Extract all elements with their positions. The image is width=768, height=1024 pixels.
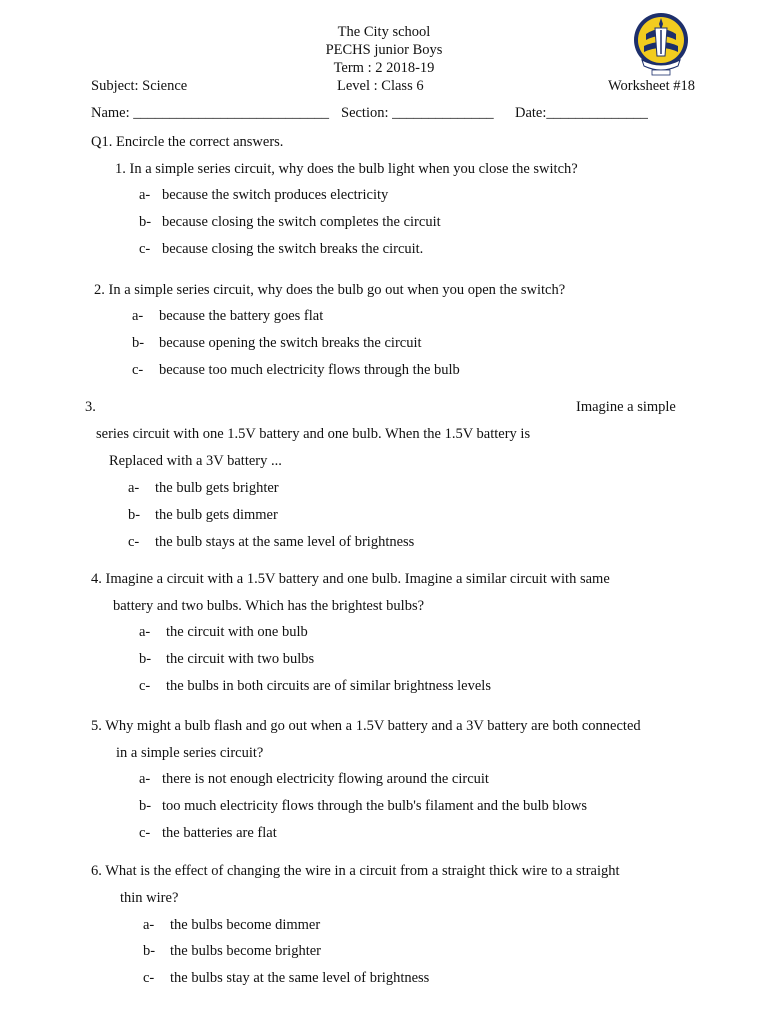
worksheet-number: Worksheet #18 bbox=[608, 78, 696, 94]
question-text: thin wire? bbox=[120, 890, 179, 906]
option-text: because the battery goes flat bbox=[159, 308, 324, 324]
option-text: the bulb gets brighter bbox=[155, 480, 279, 496]
question-text: 6. What is the effect of changing the wire in a circuit from a straight thick wire to a straight bbox=[91, 863, 620, 879]
option-text: the batteries are flat bbox=[162, 825, 277, 841]
option-text: the bulb stays at the same level of brightness bbox=[155, 534, 415, 550]
option-letter: a- bbox=[139, 187, 151, 203]
name-field: Name: ___________________________ bbox=[91, 105, 330, 121]
option-letter: a- bbox=[128, 480, 140, 496]
option-text: because closing the switch breaks the circuit. bbox=[162, 241, 424, 257]
option-letter: b- bbox=[132, 335, 145, 351]
option-letter: a- bbox=[132, 308, 144, 324]
option-letter: a- bbox=[139, 624, 151, 640]
date-field: Date:______________ bbox=[515, 105, 648, 121]
question-text: Replaced with a 3V battery ... bbox=[109, 453, 282, 469]
option-letter: a- bbox=[139, 771, 151, 787]
question-text: Imagine a simple bbox=[576, 399, 676, 415]
option-text: the bulbs become dimmer bbox=[170, 917, 321, 933]
option-letter: c- bbox=[128, 534, 140, 550]
option-letter: c- bbox=[139, 241, 151, 257]
option-letter: c- bbox=[139, 825, 151, 841]
question-text: series circuit with one 1.5V battery and one bulb. When the 1.5V battery is bbox=[96, 426, 531, 442]
option-text: the circuit with one bulb bbox=[166, 624, 308, 640]
school-crest-icon bbox=[632, 10, 690, 78]
option-letter: c- bbox=[139, 678, 151, 694]
option-text: because the switch produces electricity bbox=[162, 187, 389, 203]
instruction-text: Q1. Encircle the correct answers. bbox=[91, 134, 284, 150]
term-label: Term : 2 2018-19 bbox=[333, 60, 435, 76]
question-text: 5. Why might a bulb flash and go out when a 1.5V battery and a 3V battery are both connected bbox=[91, 718, 641, 734]
option-text: the circuit with two bulbs bbox=[166, 651, 315, 667]
option-letter: b- bbox=[139, 214, 152, 230]
level-label: Level : Class 6 bbox=[337, 78, 424, 94]
option-text: because too much electricity flows through the bulb bbox=[159, 362, 460, 378]
option-letter: b- bbox=[128, 507, 141, 523]
option-text: the bulbs become brighter bbox=[170, 943, 321, 959]
school-branch: PECHS junior Boys bbox=[325, 42, 443, 58]
option-letter: b- bbox=[139, 798, 152, 814]
option-letter: b- bbox=[143, 943, 156, 959]
section-field: Section: ______________ bbox=[341, 105, 494, 121]
school-name: The City school bbox=[337, 24, 431, 40]
question-number: 3. bbox=[85, 399, 96, 415]
option-letter: a- bbox=[143, 917, 155, 933]
option-text: too much electricity flows through the bulb's filament and the bulb blows bbox=[162, 798, 588, 814]
option-letter: b- bbox=[139, 651, 152, 667]
option-text: because opening the switch breaks the circuit bbox=[159, 335, 422, 351]
question-text: 2. In a simple series circuit, why does the bulb go out when you open the switch? bbox=[94, 282, 566, 298]
question-text: in a simple series circuit? bbox=[116, 745, 264, 761]
option-letter: c- bbox=[143, 970, 155, 986]
option-letter: c- bbox=[132, 362, 144, 378]
option-text: because closing the switch completes the circuit bbox=[162, 214, 441, 230]
option-text: there is not enough electricity flowing around the circuit bbox=[162, 771, 489, 787]
question-text: battery and two bulbs. Which has the brightest bulbs? bbox=[113, 598, 425, 614]
subject-label: Subject: Science bbox=[91, 78, 188, 94]
question-text: 4. Imagine a circuit with a 1.5V battery and one bulb. Imagine a similar circuit with same bbox=[91, 571, 610, 587]
option-text: the bulbs stay at the same level of brightness bbox=[170, 970, 430, 986]
question-text: 1. In a simple series circuit, why does the bulb light when you close the switch? bbox=[115, 161, 578, 177]
option-text: the bulbs in both circuits are of similar brightness levels bbox=[166, 678, 491, 694]
option-text: the bulb gets dimmer bbox=[155, 507, 278, 523]
